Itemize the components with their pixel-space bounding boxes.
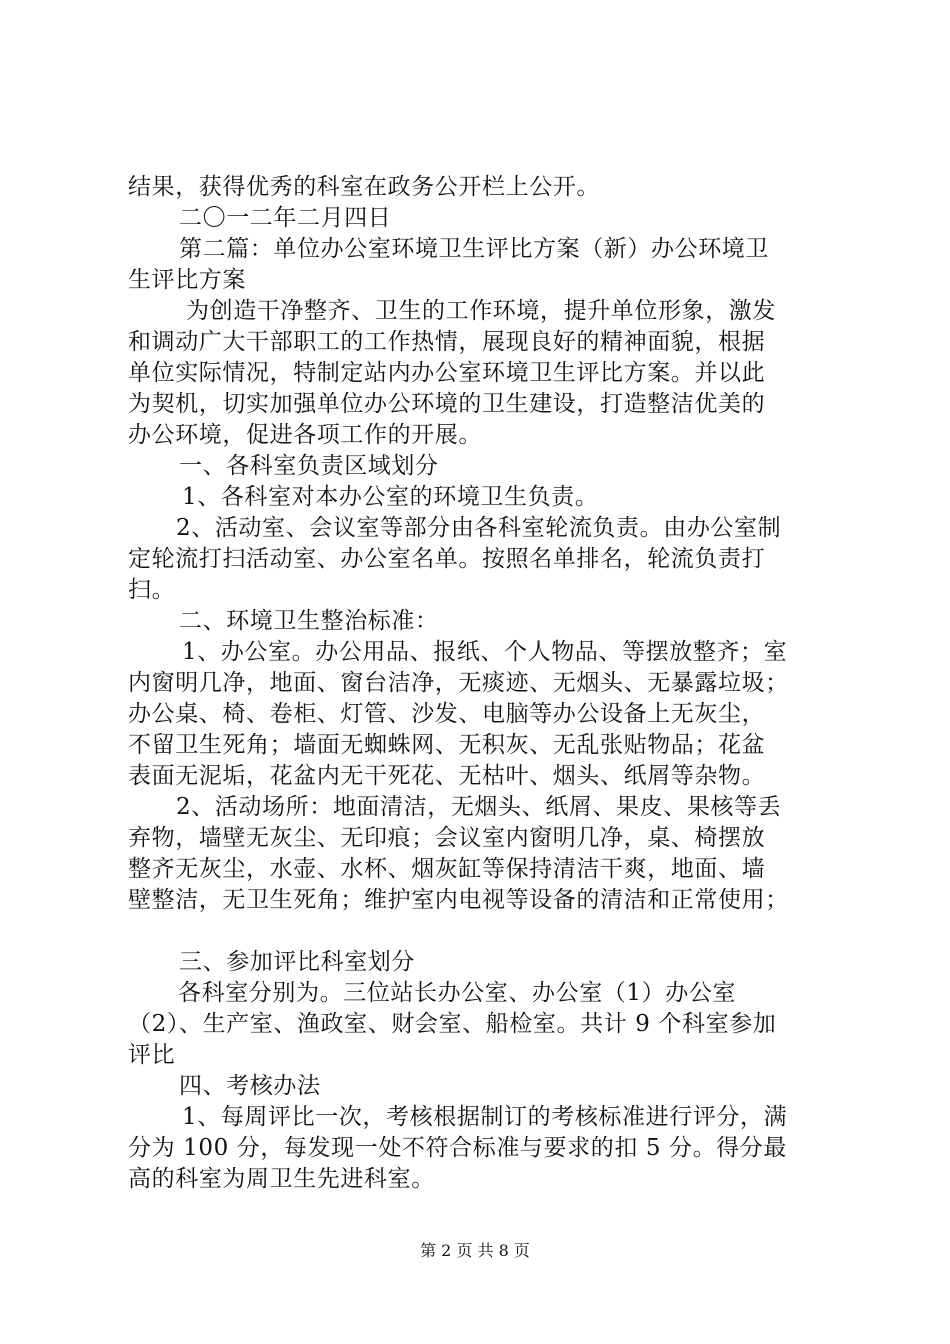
list-item-continued: 不留卫生死角；墙面无蜘蛛网、无积灰、无乱张贴物品；花盆: [128, 732, 766, 758]
paragraph-line: （2）、生产室、渔政室、财会室、船检室。共计 9 个科室参加: [128, 1011, 777, 1037]
list-item-continued: 办公桌、椅、卷柜、灯管、沙发、电脑等办公设备上无灰尘，: [128, 701, 766, 727]
list-item-continued: 内窗明几净，地面、窗台洁净，无痰迹、无烟头、无暴露垃圾；: [128, 670, 789, 696]
heading-line: 二、环境卫生整治标准：: [179, 608, 439, 634]
list-item: 2、活动室、会议室等部分由各科室轮流负责。由办公室制: [176, 515, 782, 541]
date-line: 二〇一二年二月四日: [179, 205, 392, 231]
list-item: 1、各科室对本办公室的环境卫生负责。: [182, 484, 599, 510]
list-item-continued: 定轮流打扫活动室、办公室名单。按照名单排名，轮流负责打: [128, 546, 766, 572]
list-item-continued: 壁整洁，无卫生死角；维护室内电视等设备的清洁和正常使用；: [128, 887, 789, 913]
list-item: 1、办公室。办公用品、报纸、个人物品、等摆放整齐；室: [182, 639, 788, 665]
section-title: 第二篇：单位办公室环境卫生评比方案（新）办公环境卫: [179, 236, 769, 262]
paragraph-line: 为创造干净整齐、卫生的工作环境，提升单位形象，激发: [186, 298, 776, 324]
list-item-continued: 扫。: [128, 577, 176, 603]
list-item-continued: 整齐无灰尘，水壶、水杯、烟灰缸等保持清洁干爽，地面、墙: [128, 856, 766, 882]
blank-line: [128, 916, 838, 947]
heading-line: 四、考核办法: [179, 1073, 321, 1099]
heading-line: 一、各科室负责区域划分: [179, 453, 439, 479]
section-title-continued: 生评比方案: [128, 267, 246, 293]
heading-line: 三、参加评比科室划分: [179, 949, 415, 975]
list-item-continued: 表面无泥垢，花盆内无干死花、无枯叶、烟头、纸屑等杂物。: [128, 763, 766, 789]
text-line: 结果，获得优秀的科室在政务公开栏上公开。: [128, 174, 600, 200]
list-item-continued: 弃物，墙壁无灰尘、无印痕；会议室内窗明几净，桌、椅摆放: [128, 825, 766, 851]
document-body: [128, 172, 838, 1195]
list-item: 1、每周评比一次，考核根据制订的考核标准进行评分，满: [182, 1104, 788, 1130]
paragraph-line: 评比: [128, 1042, 176, 1068]
list-item: 2、活动场所：地面清洁，无烟头、纸屑、果皮、果核等丢: [176, 794, 782, 820]
paragraph-line: 办公环境，促进各项工作的开展。: [128, 422, 482, 448]
paragraph-line: 单位实际情况，特制定站内办公室环境卫生评比方案。并以此: [128, 360, 766, 386]
list-item-continued: 分为 100 分，每发现一处不符合标准与要求的扣 5 分。得分最: [128, 1135, 787, 1161]
list-item-continued: 高的科室为周卫生先进科室。: [128, 1166, 435, 1192]
page-footer: 第 2 页 共 8 页: [420, 1241, 530, 1260]
paragraph-line: 为契机，切实加强单位办公环境的卫生建设，打造整洁优美的: [128, 391, 766, 417]
paragraph-line: 各科室分别为。三位站长办公室、办公室（1）办公室: [178, 980, 737, 1006]
paragraph-line: 和调动广大干部职工的工作热情，展现良好的精神面貌，根据: [128, 329, 766, 355]
